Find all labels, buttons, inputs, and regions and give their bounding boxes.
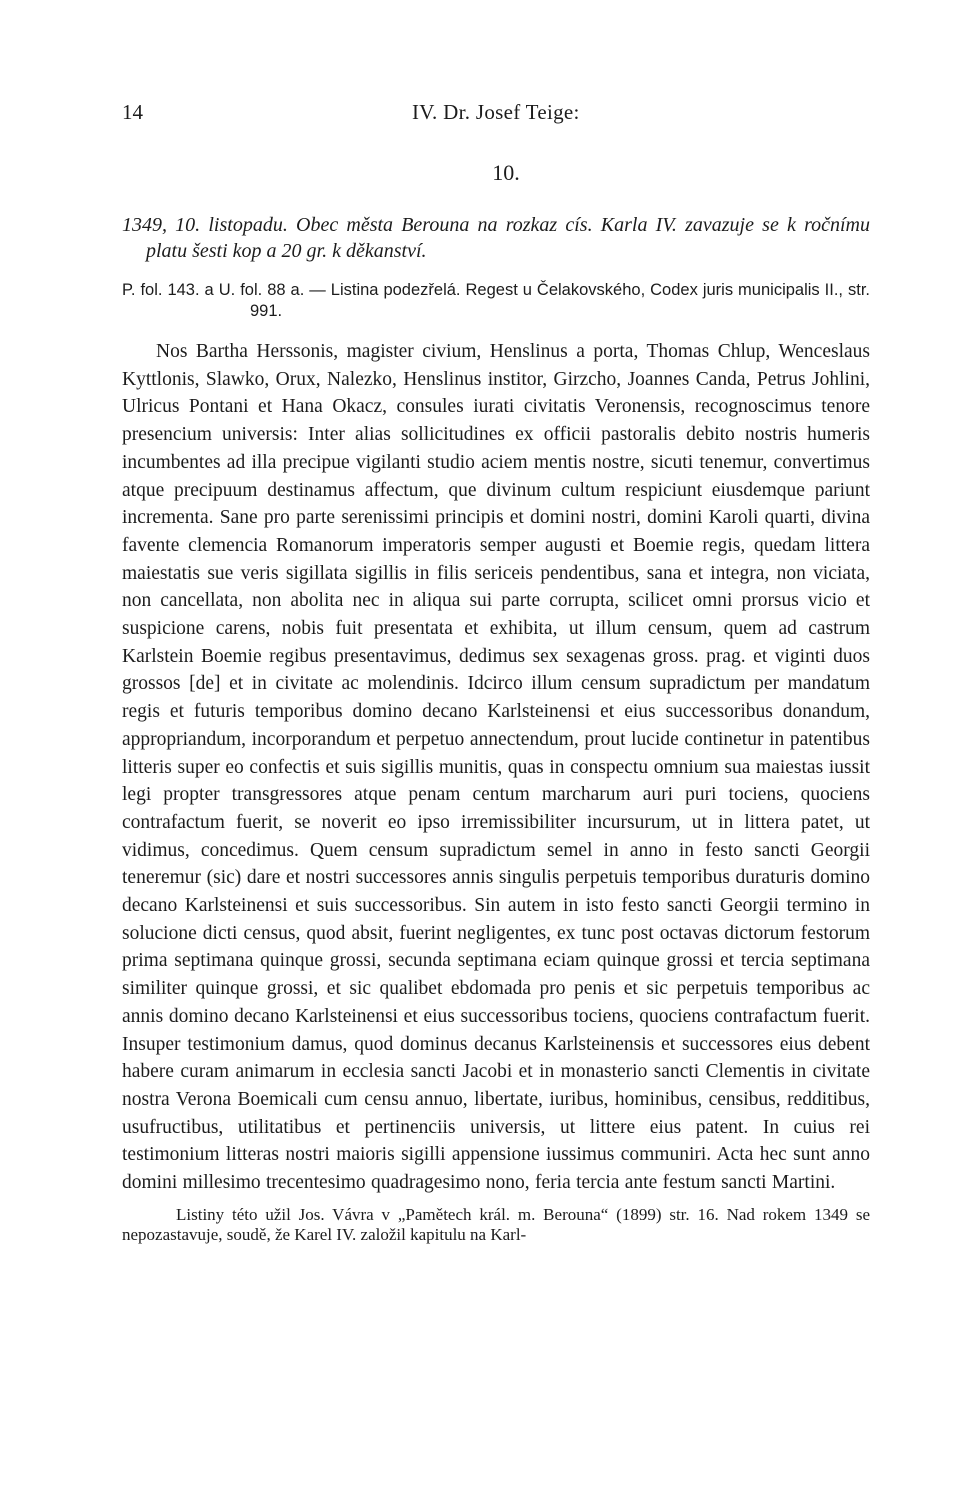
document-number: 10. <box>492 160 520 185</box>
charter-heading: 1349, 10. listopadu. Obec města Berouna na rozkaz cís. Karla IV. zavazuje se k ročnímu platu šesti kop a 20 gr. k děkanství. <box>122 214 870 262</box>
running-head <box>122 100 870 130</box>
charter-text: Nos Bartha Herssonis, magister civium, Henslinus a porta, Thomas Chlup, Wenceslaus Kyttlonis, Slawko, Orux, Nalezko, Henslinus institor, Girzcho, Joannes Canda, Petrus Johlini, Ulricus Pontani et Hana Okacz, consules iurati civitatis Veronensis, recognoscimus tenore presencium universis: Inter alias sollicitudines ex officii pastoralis debito nostris humeris incumbentes ad illa precipue vigilanti studio aciem mentis nostre, sicuti tenemur, convertimus atque precipuum destinamus affectum, que divinum cultum respiciunt eiusdemque pariunt incrementa. Sane pro parte serenissimi principis et domini nostri, domini Karoli quarti, divina favente clemencia Romanorum imperatoris semper augusti et Boemie regis, quedam littera maiestatis sue veris sigillata sigillis in filis sericeis pendentibus, sana et integra, non viciata, non cancellata, non abolita nec in aliqua sui parte corrupta, scilicet omni prorsus vicio et suspicione carens, nobis fuit presentata et exhibita, ut illum censum, quem ad castrum Karlstein Boemie regibus presentavimus, dedimus sex sexagenas gross. prag. et viginti duos grossos [de] et in civitate ac molendinis. Idcirco illum censum supradictum per mandatum regis et futuris temporibus domino decano Karlsteinensi et eius successoribus donandum, appropriandum, incorporandum et perpetuo annectendum, prout lucide continetur in patentibus litteris super eo confectis et suis sigillis munitis, quas in conspectu omnium sua maiestas iussit legi propter transgressores atque penam centum marcharum auri puri tociens, quociens contrafactum fuerit, se noverit eo ipso irremissibiliter incursurum, ut in littera patet, ut vidimus, concedimus. Quem censum supradictum semel in anno in festo sancti Georgii teneremur (sic) dare et nostri successores annis singulis perpetuis temporibus duraturis domino decano Karlsteinensi et suis successoribus. Sin autem in isto festo sancti Georgii termino in solucione dicti census, quod absit, fuerint negligentes, ex tunc post octavas dictorum festorum prima septimana quinque grossi, secunda septimana eciam quinque grossi et tercia septimana similiter quinque grossi, et sic qualibet ebdomada pro penis et sic perpetuis temporibus ac annis domino decano Karlsteinensi et eius successoribus tociens, quociens contrafactum fuerit. Insuper testimonium damus, quod dominus decanus Karlsteinensis et successores eius debent habere curam animarum in ecclesia sancti Jacobi et in monasterio sancti Clementis in civitate nostra Verona Boemicali cum censu annuo, libertate, iuribus, hominibus, censibus, redditibus, usufructibus, utilitatibus et pertinenciis universis, ut littere eius patent. In cuius rei testimonium litteras nostri maioris sigilli appensione iussimus communiri. Acta hec sunt anno domini millesimo trecentesimo quadragesimo nono, feria tercia ante festum sancti Martini. <box>122 341 870 1194</box>
document-page <box>122 100 870 1245</box>
page-number: 14 <box>122 100 143 124</box>
editorial-note: Listiny této užil Jos. Vávra v „Pamětech král. m. Berouna“ (1899) str. 16. Nad rokem 1349 se nepozastavuje, soudě, že Karel IV. založil kapitulu na Karl- <box>122 1204 870 1244</box>
source-note: P. fol. 143. a U. fol. 88 a. — Listina podezřelá. Regest u Čelakovského, Codex juris municipalis II., str. 991. <box>122 281 870 320</box>
running-title: IV. Dr. Josef Teige: <box>412 100 580 124</box>
